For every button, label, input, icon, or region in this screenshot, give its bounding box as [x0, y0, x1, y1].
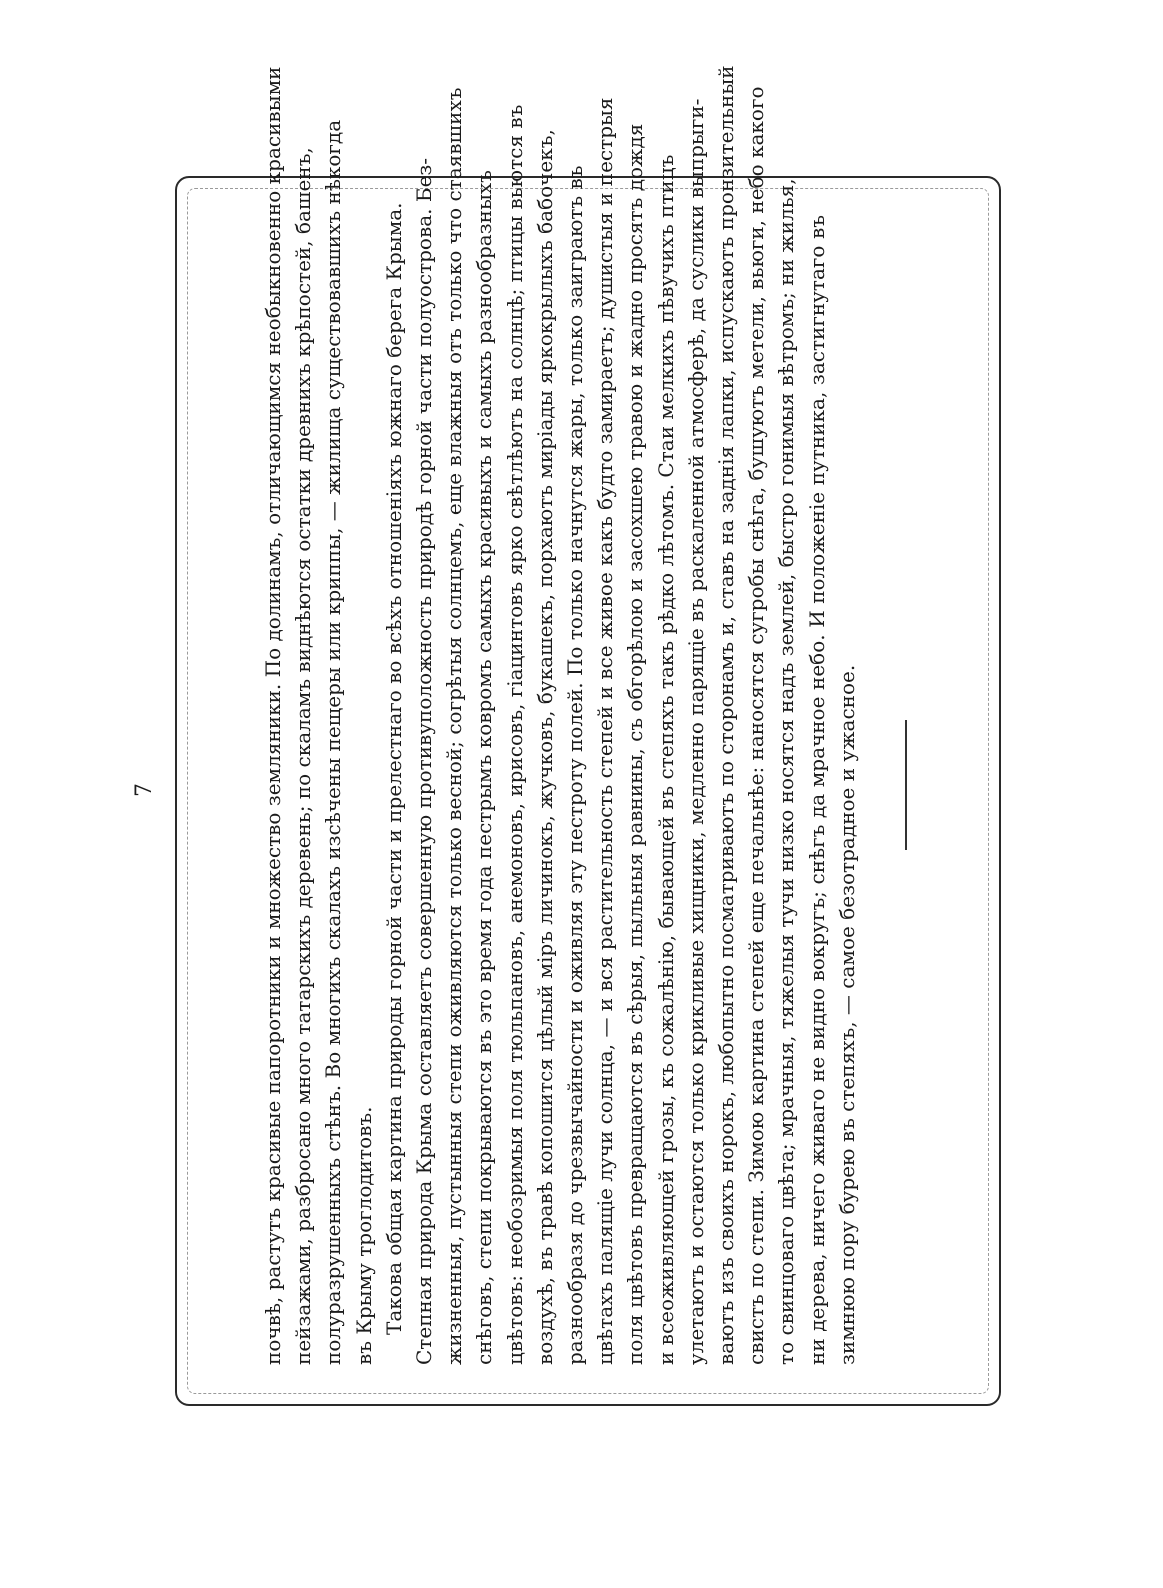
text-line: улетаютъ и остаются только крикливые хищники, медленно парящіе въ раскаленной атмосферѣ, да суслики выпрыги- — [683, 98, 708, 1365]
text-line: ни дерева, ничего живаго не видно вокругъ; снѣгъ да мрачное небо. И положеніе путника, застигнутаго въ — [804, 215, 829, 1365]
text-line: ваютъ изъ своихъ норокъ, любопытно посматриваютъ по сторонамъ и, ставъ на заднія лапки, испускаютъ пронзительный — [714, 65, 739, 1365]
text-line: и всеоживляющей грозы, къ сожалѣнію, бывающей въ степяхъ такъ рѣдко лѣтомъ. Стаи мелкихъ пѣвучихъ птицъ — [653, 154, 678, 1365]
text-line: цвѣтахъ палящіе лучи солнца, — и вся растительность степей и все живое какъ будто замираетъ; душистыя и пестрыя — [593, 97, 618, 1365]
text-line: поля цвѣтовъ превращаются въ сѣрыя, пыльныя равнины, съ обгорѣлою и засохшею травою и жадно просятъ дождя — [623, 123, 648, 1365]
text-line: снѣговъ, степи покрываются въ это время года пестрымъ ковромъ самыхъ красивыхъ и самыхъ разнообразныхъ — [472, 170, 497, 1365]
page-number: 7 — [132, 783, 157, 797]
text-line: Такова общая картина природы горной части и прелестнаго во всѣхъ отношеніяхъ южнаго берега Крыма. — [381, 202, 406, 1335]
rotated-text-block — [258, 65, 859, 1365]
text-line: въ Крыму троглодитовъ. — [351, 1106, 376, 1365]
text-line: то свинцоваго цвѣта; мрачныя, тяжелыя тучи низко носятся надъ землей, быстро гонимыя вѣтромъ; ни жилья, — [774, 178, 799, 1365]
paragraph-2 — [379, 65, 862, 1365]
text-line: жизненныя, пустынныя степи оживляются только весной; согрѣтыя солнцемъ, еще влажныя отъ только что стаявшихъ — [442, 87, 467, 1365]
text-line: полуразрушенныхъ стѣнъ. Во многихъ скалахъ изсѣчены пещеры или криппы, — жилища существовавшихъ нѣкогда — [321, 119, 346, 1365]
text-line: зимнюю пору бурею въ степяхъ, — самое безотрадное и ужасное. — [834, 664, 859, 1365]
text-line: почвѣ, растутъ красивые папоротники и множество земляники. По долинамъ, отличающимся необыкновенно красивыми — [261, 66, 285, 1365]
text-line: цвѣтовъ: необозримыя поля тюльпановъ, анемоновъ, ирисовъ, гіацинтовъ ярко свѣтлѣютъ на солнцѣ; птицы вьются въ — [502, 104, 527, 1365]
text-line: разнообразя до чрезвычайности и оживляя эту пестроту полей. По только начнутся жары, только заиграютъ въ — [563, 165, 588, 1365]
text-line: воздухѣ, въ травѣ копошится цѣлый міръ личинокъ, жучковъ, букашекъ, порхаютъ миріады яркокрылыхъ бабочекъ, — [532, 129, 557, 1365]
paragraph-1 — [258, 66, 379, 1365]
text-line: свистъ по степи. Зимою картина степей еще печальнѣе: наносятся сугробы снѣга, бушуютъ метели, вьюги, небо какого — [744, 86, 769, 1365]
text-line: пейзажами, разбросано много татарскихъ деревень; по скаламъ виднѣются остатки древнихъ крѣпостей, башенъ, — [291, 147, 316, 1365]
closing-divider-rule — [905, 720, 907, 850]
text-line: Степная природа Крыма составляетъ совершенную противуположность природѣ горной части полуострова. Без- — [412, 157, 437, 1365]
